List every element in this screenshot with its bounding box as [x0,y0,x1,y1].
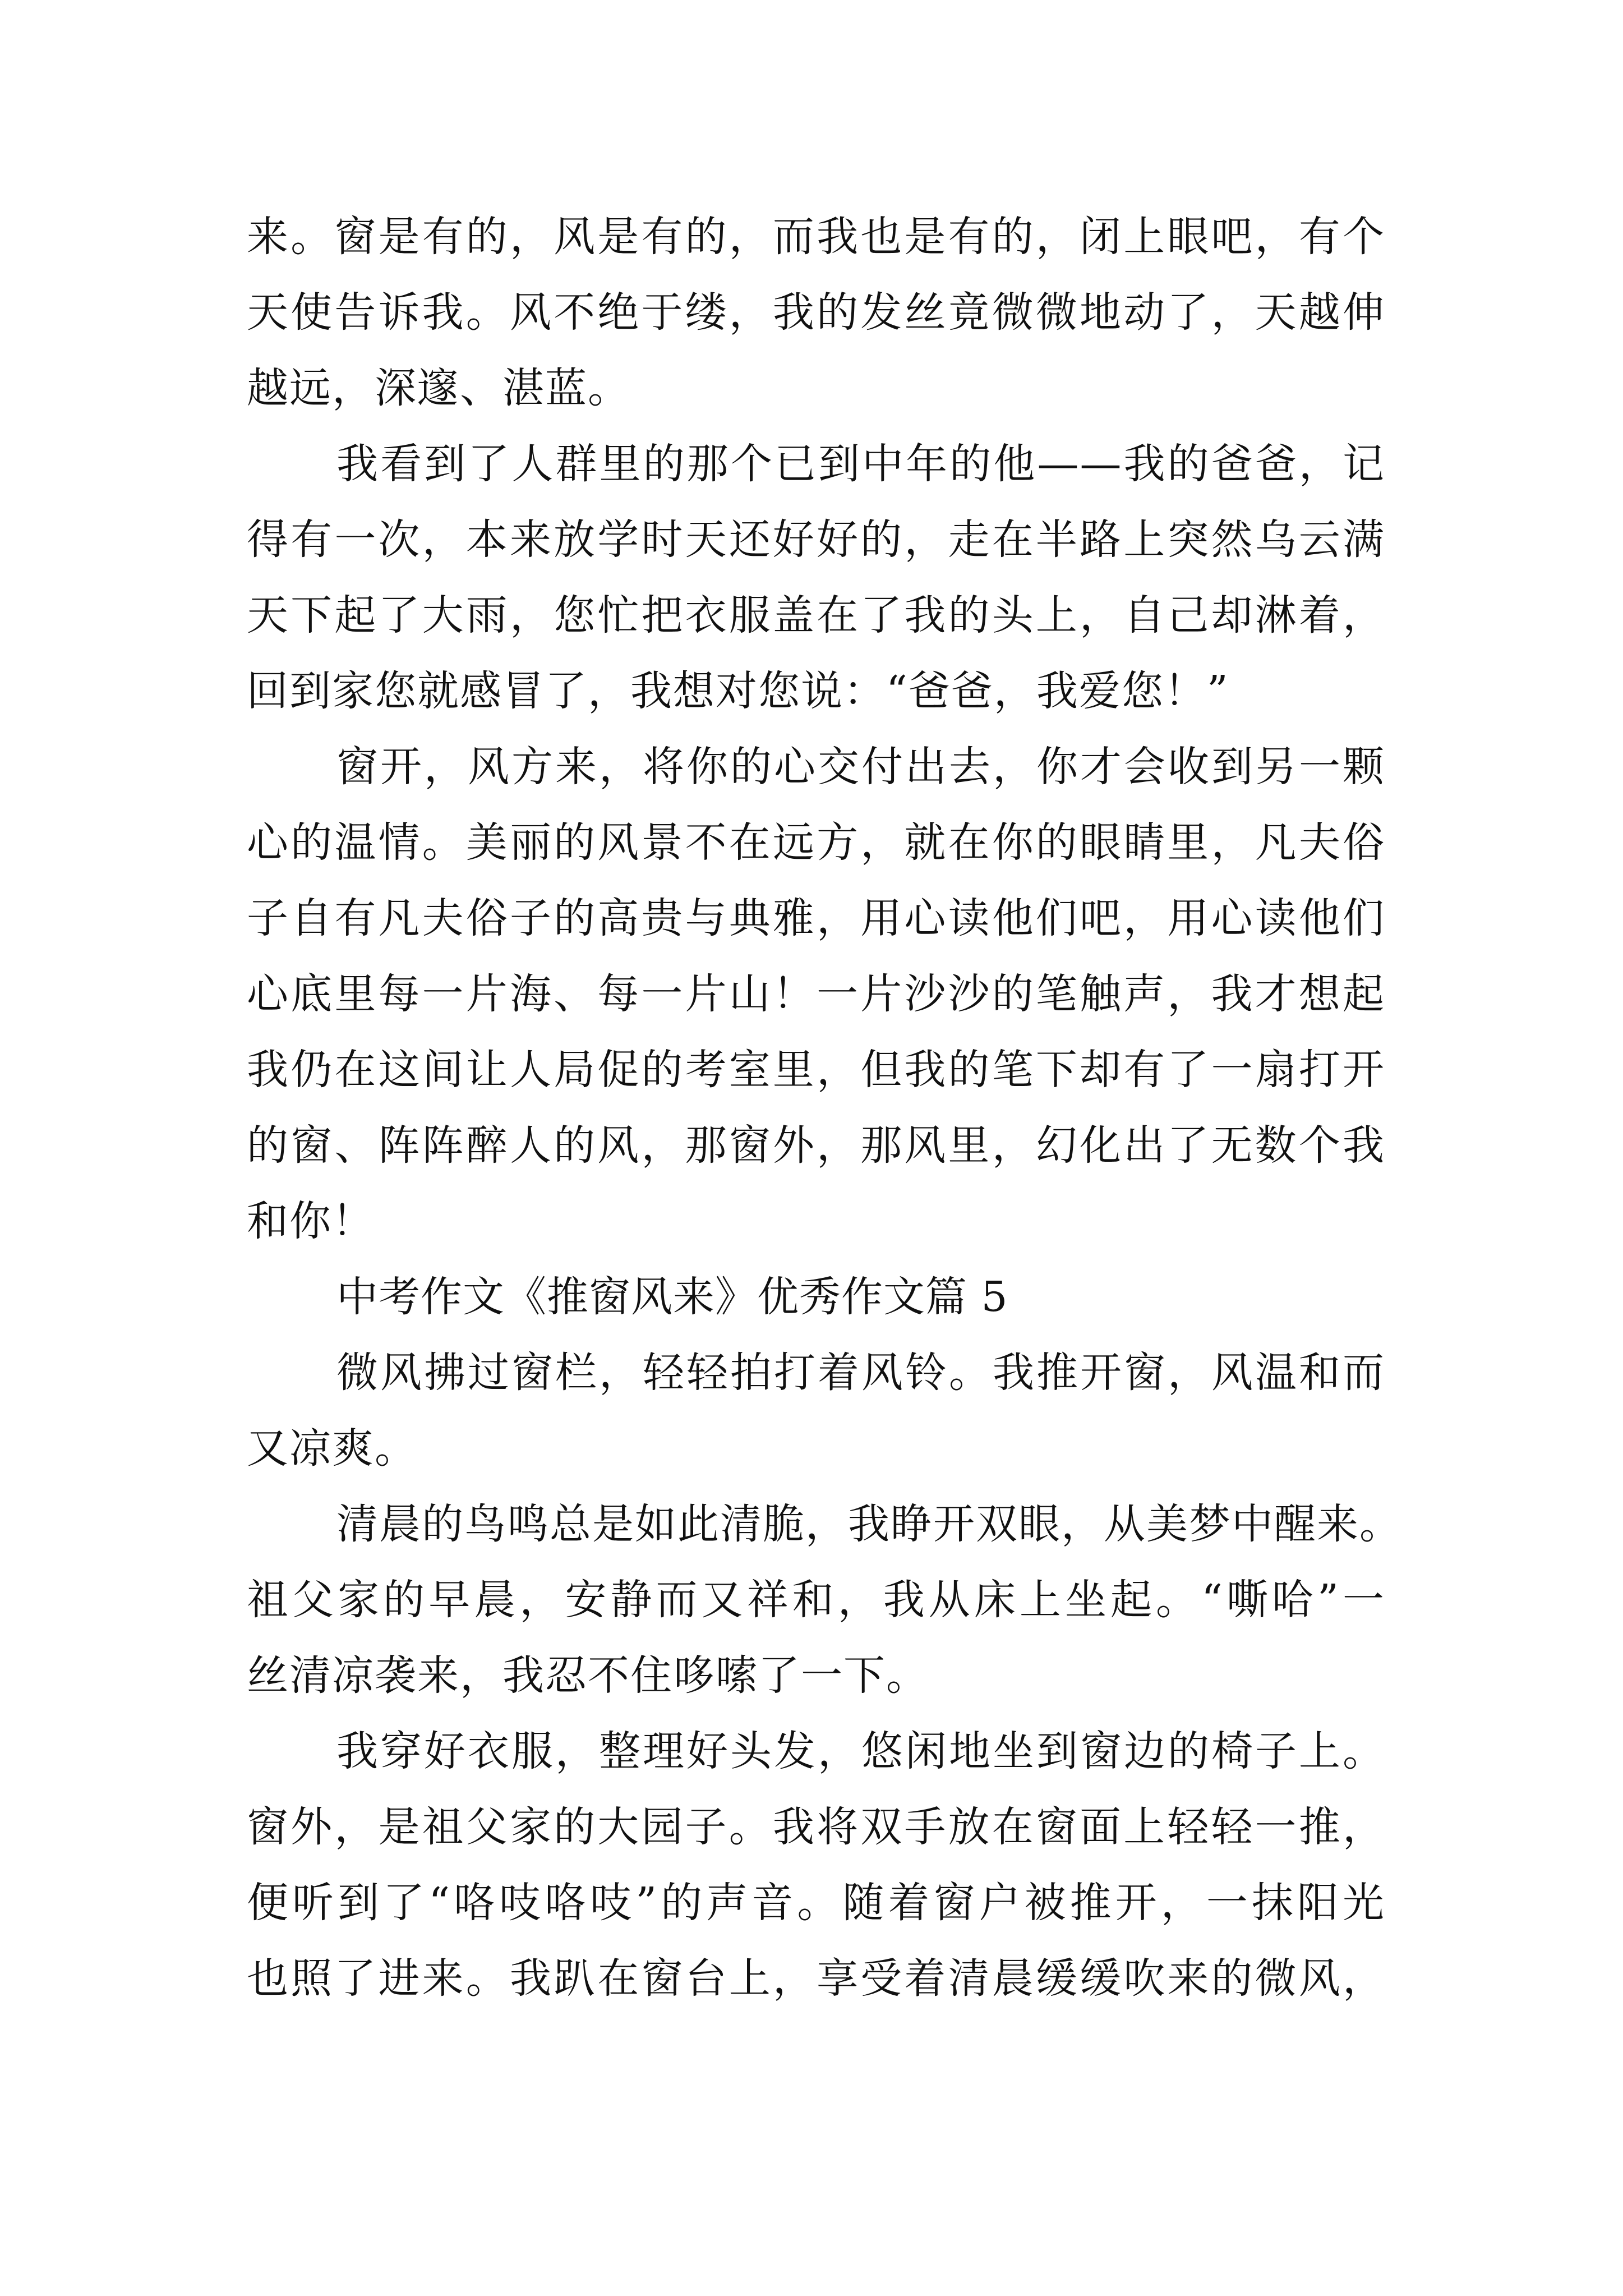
text-line: 回到家您就感冒了，我想对您说：“爸爸，我爱您！” [247,667,1229,715]
essay-text [247,199,1402,2017]
text-line: 子自有凡夫俗子的高贵与典雅，用心读他们吧，用心读他们 [247,894,1385,942]
text-line: 祖父家的早晨，安静而又祥和，我从床上坐起。“嘶哈”一 [247,1576,1385,1624]
text-line: 的窗、阵阵醉人的风，那窗外，那风里，幻化出了无数个我 [247,1121,1385,1170]
text-line: 得有一次，本来放学时天还好好的，走在半路上突然乌云满 [247,516,1385,564]
text-line: 又凉爽。 [247,1424,417,1473]
text-line: 我仍在这间让人局促的考室里，但我的笔下却有了一扇打开 [247,1046,1385,1094]
text-line: 便听到了“咯吱咯吱”的声音。随着窗户被推开，一抹阳光 [247,1879,1385,1927]
text-line: 心底里每一片海、每一片山！一片沙沙的笔触声，我才想起 [247,970,1385,1018]
paragraph-start-line: 我穿好衣服，整理好头发，悠闲地坐到窗边的椅子上。 [336,1727,1385,1775]
text-line: 天下起了大雨，您忙把衣服盖在了我的头上，自己却淋着， [247,591,1385,639]
text-line: 和你！ [247,1197,375,1245]
text-line: 越远，深邃、湛蓝。 [247,364,630,412]
text-line: 来。窗是有的，风是有的，而我也是有的，闭上眼吧，有个 [247,213,1385,261]
text-line: 心的温情。美丽的风景不在远方，就在你的眼睛里，凡夫俗 [247,818,1385,867]
text-line: 丝清凉袭来，我忍不住哆嗦了一下。 [247,1651,929,1700]
paragraph-start-line: 清晨的鸟鸣总是如此清脆，我睁开双眼，从美梦中醒来。 [336,1500,1402,1548]
section-heading: 中考作文《推窗风来》优秀作文篇 5 [336,1273,1008,1321]
text-line: 也照了进来。我趴在窗台上，享受着清晨缓缓吹来的微风， [247,1954,1385,2003]
text-line: 天使告诉我。风不绝于缕，我的发丝竟微微地动了，天越伸 [247,288,1385,337]
paragraph-start-line: 我看到了人群里的那个已到中年的他——我的爸爸，记 [336,440,1385,488]
paragraph-start-line: 微风拂过窗栏，轻轻拍打着风铃。我推开窗，风温和而 [336,1349,1385,1397]
text-line: 窗外，是祖父家的大园子。我将双手放在窗面上轻轻一推， [247,1803,1385,1851]
paragraph-start-line: 窗开，风方来，将你的心交付出去，你才会收到另一颗 [336,743,1385,791]
